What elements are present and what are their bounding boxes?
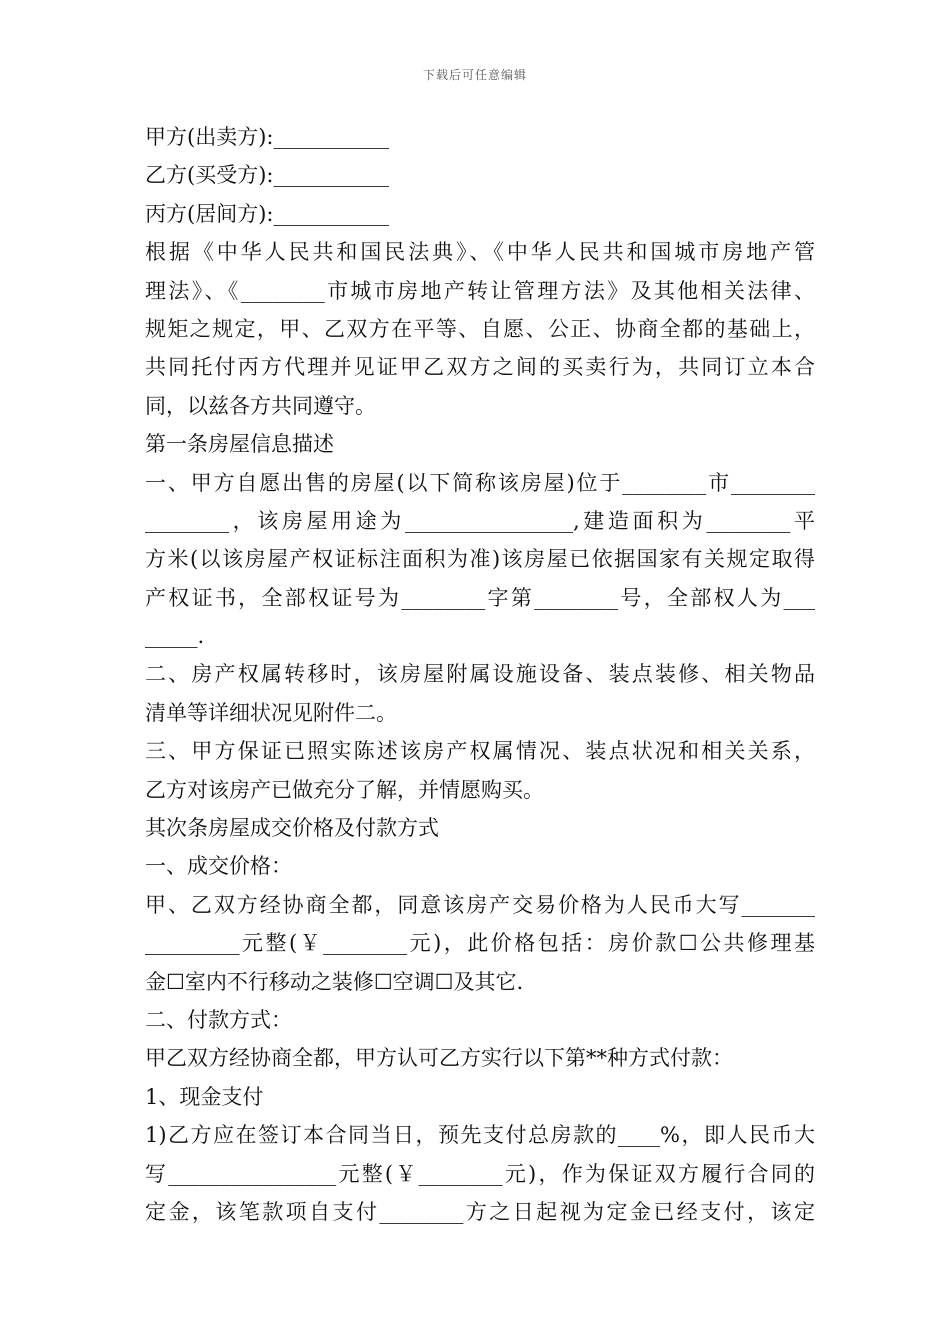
text-line: 金☐室内不行移动之装修☐空调☐及其它. bbox=[145, 969, 524, 994]
header-note: 下载后可任意编辑 bbox=[422, 68, 527, 82]
text-line: 规矩之规定，甲、乙双方在平等、自愿、公正、协商全都的基础上， bbox=[145, 316, 815, 341]
subsection-heading: 二、付款方式： bbox=[145, 1007, 292, 1032]
text-line: 甲、乙双方经协商全都，同意该房产交易价格为人民币大写_______ bbox=[145, 892, 815, 917]
text-line: _________元整(￥________元)，此价格包括：房价款☐公共修理基 bbox=[145, 931, 815, 956]
text-line: 写________________元整(￥________元)，作为保证双方履行合同的 bbox=[145, 1161, 815, 1186]
text-line: 三、甲方保证已照实陈述该房产权属情况、装点状况和相关关系， bbox=[145, 739, 815, 764]
text-line: 二、房产权属转移时，该房屋附属设施设备、装点装修、相关物品 bbox=[145, 662, 815, 687]
text-line: 产权证书，全部权证号为________字第________号，全部权人为___ bbox=[145, 585, 815, 610]
text-line: 共同托付丙方代理并见证甲乙双方之间的买卖行为，共同订立本合 bbox=[145, 355, 815, 380]
text-line: 清单等详细状况见附件二。 bbox=[145, 700, 397, 725]
subsection-heading: 一、成交价格： bbox=[145, 854, 292, 879]
text-line: 1)乙方应在签订本合同当日，预先支付总房款的____%，即人民币大 bbox=[145, 1123, 815, 1148]
section-heading: 其次条房屋成交价格及付款方式 bbox=[145, 816, 439, 841]
subsection-heading: 1、现金支付 bbox=[145, 1084, 264, 1109]
text-line: _____. bbox=[145, 624, 205, 649]
text-line: 定金，该笔款项自支付________方之日起视为定金已经支付，该定 bbox=[145, 1199, 815, 1224]
text-line: 一、甲方自愿出售的房屋(以下简称该房屋)位于________市________ bbox=[145, 470, 815, 495]
text-line: 乙方对该房产已做充分了解，并情愿购买。 bbox=[145, 777, 544, 802]
text-line: 甲乙双方经协商全都，甲方认可乙方实行以下第**种方式付款： bbox=[145, 1046, 733, 1071]
section-heading: 第一条房屋信息描述 bbox=[145, 432, 334, 457]
text-line: 同，以兹各方共同遵守。 bbox=[145, 393, 376, 418]
party-c-line: 丙方(居间方):___________ bbox=[145, 201, 389, 226]
text-line: 理法》、《________市城市房地产转让管理方法》及其他相关法律、 bbox=[145, 278, 815, 303]
party-b-line: 乙方(买受方):___________ bbox=[145, 163, 389, 188]
text-line: ________，该房屋用途为________________,建造面积为________平 bbox=[145, 508, 815, 533]
contract-body bbox=[145, 118, 815, 1231]
text-line: 方米(以该房屋产权证标注面积为准)该房屋已依据国家有关规定取得 bbox=[145, 547, 815, 572]
party-a-line: 甲方(出卖方):___________ bbox=[145, 125, 389, 149]
text-line: 根据《中华人民共和国民法典》、《中华人民共和国城市房地产管 bbox=[145, 240, 815, 265]
